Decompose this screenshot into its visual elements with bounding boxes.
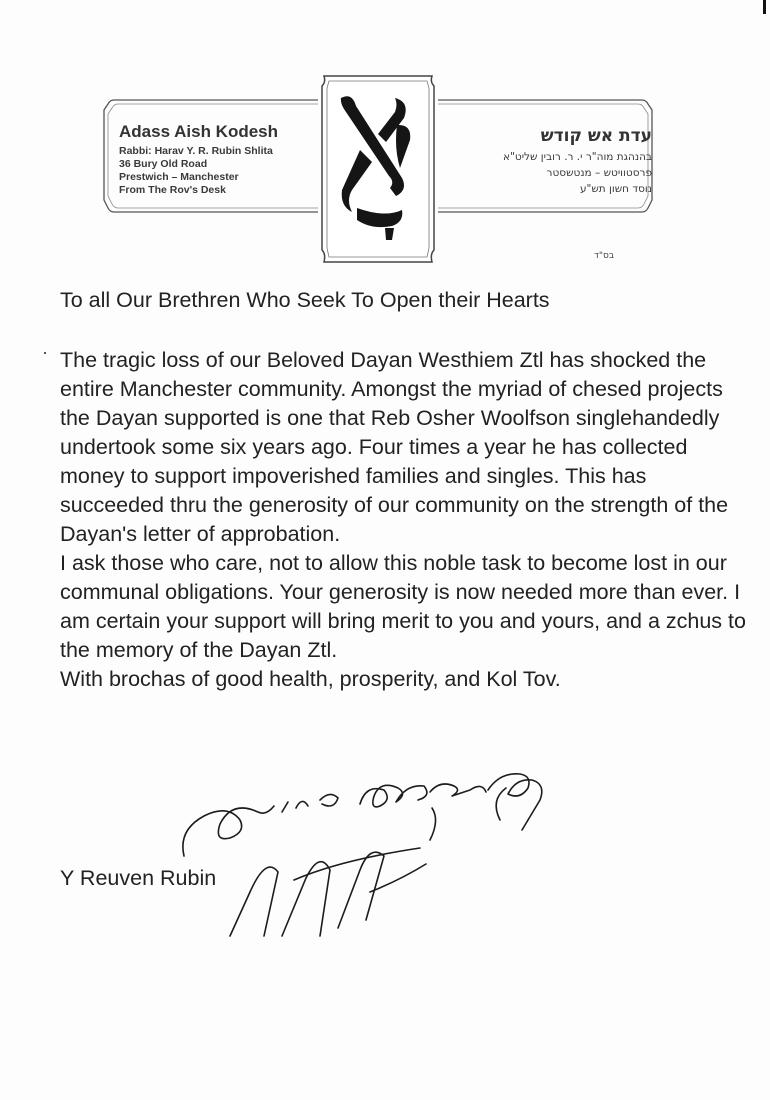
salutation: To all Our Brethren Who Seek To Open their Hearts — [60, 288, 550, 312]
letter-body — [60, 286, 750, 694]
letterhead — [0, 0, 770, 270]
bsd-mark: בס"ד — [594, 251, 615, 261]
city-line: Prestwich – Manchester — [119, 171, 239, 183]
org-name: Adass Aish Kodesh — [119, 122, 279, 141]
desk-line: From The Rov's Desk — [119, 184, 226, 196]
letterhead-english-block — [119, 122, 319, 197]
heb-founded-line: נוסד חשון תש"ע — [579, 183, 652, 195]
logo-frame — [322, 76, 434, 262]
heb-city-line: פרסטוויטש – מנטשסטר — [546, 167, 652, 179]
paragraph-1: The tragic loss of our Beloved Dayan Westhiem Ztl has shocked the entire Manchester community. Amongst the myriad of chesed projects the Dayan supported is one that Reb Osher Woolfson singlehandedly undertook some six years ago. Four times a year he has collected money to support impoverished families and singles. This has succeeded thru the generosity of our community on the strength of the Dayan's letter of approbation. — [60, 348, 729, 546]
heb-org-name: עדת אש קודש — [540, 126, 652, 146]
letterhead-frame — [0, 0, 770, 270]
scan-speck — [44, 352, 46, 354]
paragraph-2: I ask those who care, not to allow this noble task to become lost in our communal obligations. Your generosity is now needed more than ever. I am certain your support will bring merit to you and yours, and a zchus to the memory of the Dayan Ztl. — [60, 551, 746, 662]
signer-name: Y Reuven Rubin — [60, 866, 217, 890]
address-line: 36 Bury Old Road — [119, 158, 208, 170]
rabbi-line: Rabbi: Harav Y. R. Rubin Shlita — [119, 145, 273, 157]
handwritten-signature — [170, 760, 590, 940]
heb-rabbi-line: בהנהגת מוה"ר י. ר. רובין שליט"א — [503, 151, 652, 163]
closing-line: With brochas of good health, prosperity, and Kol Tov. — [60, 667, 561, 691]
letterhead-hebrew-block — [432, 126, 652, 197]
